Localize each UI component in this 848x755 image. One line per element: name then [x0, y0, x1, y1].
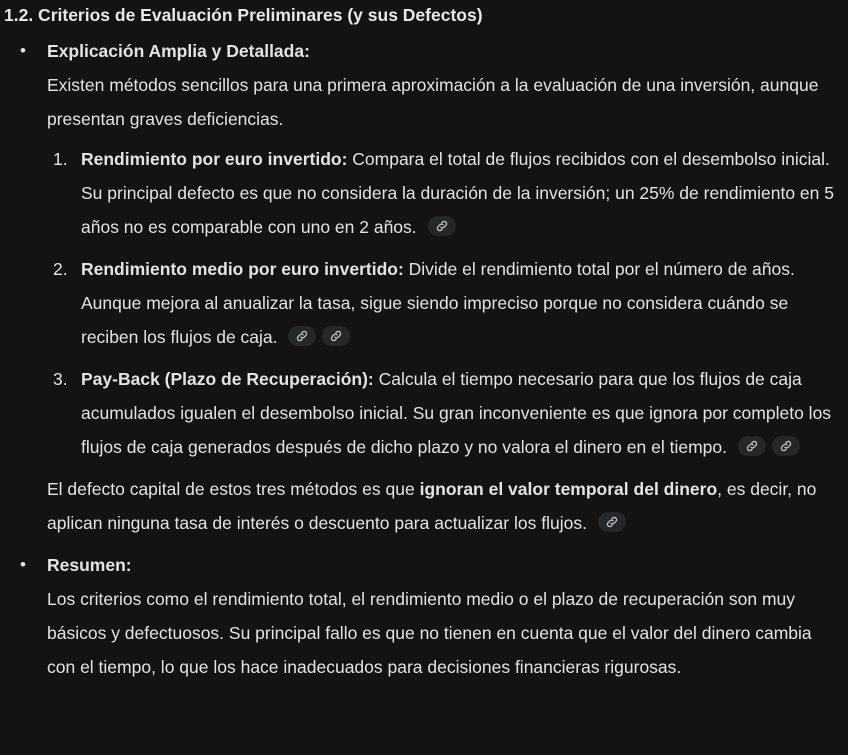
- explicacion-label: Explicación Amplia y Detallada:: [47, 41, 310, 61]
- link-icon: [779, 439, 793, 453]
- source-link-button[interactable]: [322, 326, 350, 346]
- source-link-button[interactable]: [738, 436, 766, 456]
- method-title: Pay-Back (Plazo de Recuperación):: [81, 369, 374, 389]
- source-link-button[interactable]: [772, 436, 800, 456]
- resumen-text: Los criterios como el rendimiento total, el rendimiento medio o el plazo de recuperación son muy básicos y defectuosos. Su principal fallo es que no tienen en cuenta que el valor del dinero cambia con el tiempo, lo que los hace inadecuados para decisiones financieras rigurosas.: [47, 589, 812, 677]
- link-icon: [435, 219, 449, 233]
- bullet-item-resumen: [4, 548, 842, 684]
- closing-paragraph: [47, 472, 842, 540]
- closing-text-bold: ignoran el valor temporal del dinero: [419, 479, 718, 499]
- method-title: Rendimiento por euro invertido:: [81, 149, 348, 169]
- closing-text-pre: El defecto capital de estos tres métodos es que: [47, 479, 420, 499]
- explicacion-intro: Existen métodos sencillos para una primera aproximación a la evaluación de una inversión, aunque presentan graves deficiencias.: [47, 75, 819, 129]
- method-title: Rendimiento medio por euro invertido:: [81, 259, 404, 279]
- method-item-2: [47, 252, 842, 354]
- link-icon: [329, 329, 343, 343]
- link-icon: [295, 329, 309, 343]
- closing-text-post: , es decir, no aplican ninguna tasa de interés o descuento para actualizar los flujos.: [47, 479, 817, 533]
- link-icon: [745, 439, 759, 453]
- method-text: Divide el rendimiento total por el número de años. Aunque mejora al anualizar la tasa, sigue siendo impreciso porque no considera cuándo se reciben los flujos de caja.: [81, 259, 795, 347]
- bullet-marker: •: [20, 555, 26, 574]
- link-icon: [605, 515, 619, 529]
- method-item-3: [47, 362, 842, 464]
- method-text: Calcula el tiempo necesario para que los flujos de caja acumulados igualen el desembolso inicial. Su gran inconveniente es que ignora por completo los flujos de caja generados después de dicho plazo y no valora el dinero en el tiempo.: [81, 369, 832, 457]
- section-heading: 1.2. Criterios de Evaluación Preliminares (y sus Defectos): [4, 5, 483, 25]
- resumen-label: Resumen:: [47, 555, 132, 575]
- method-text: Compara el total de flujos recibidos con el desembolso inicial. Su principal defecto es que no considera la duración de la inversión; un 25% de rendimiento en 5 años no es comparable con uno en 2 años.: [81, 149, 834, 237]
- source-link-button[interactable]: [598, 512, 626, 532]
- bullet-marker: •: [20, 41, 26, 60]
- method-number: 2.: [53, 259, 68, 279]
- methods-list: [47, 142, 842, 464]
- method-number: 1.: [53, 149, 68, 169]
- method-item-1: [47, 142, 842, 244]
- bullet-item-explicacion: [4, 34, 842, 540]
- source-link-button[interactable]: [288, 326, 316, 346]
- source-link-button[interactable]: [428, 216, 456, 236]
- method-number: 3.: [53, 369, 68, 389]
- bullet-list: [4, 34, 842, 684]
